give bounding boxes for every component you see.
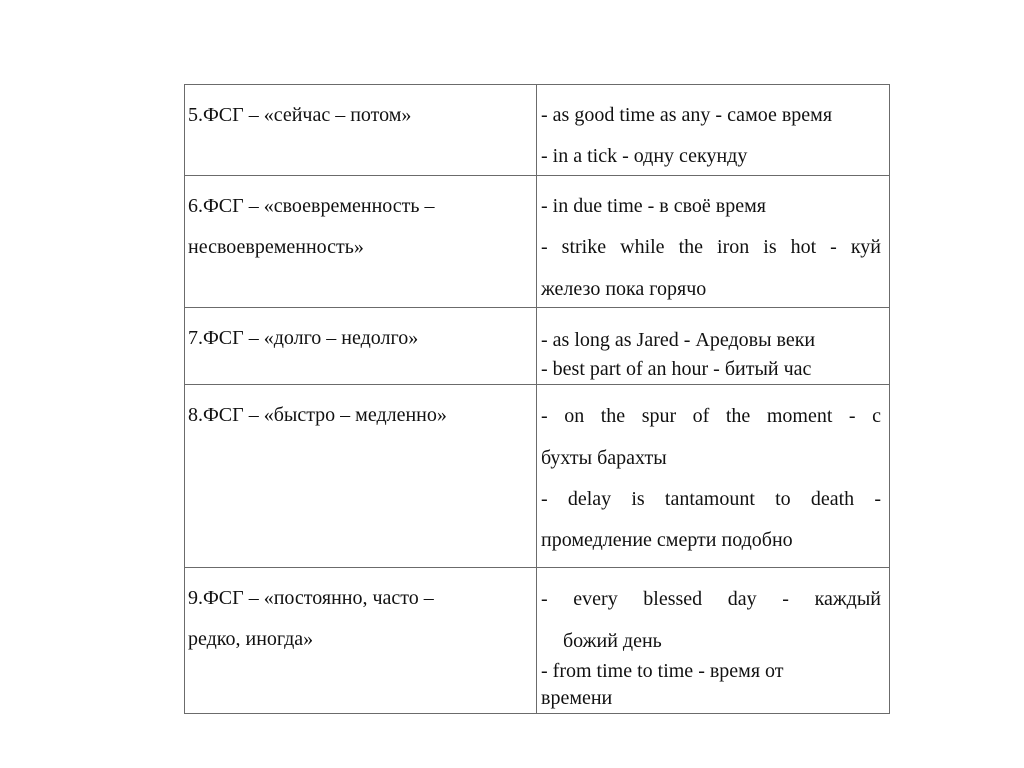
example-line: - in a tick - одну секунду <box>541 145 748 167</box>
table-row <box>185 175 889 308</box>
table-row <box>185 85 889 175</box>
category-cell <box>188 318 528 359</box>
example-line: - on the spur of the moment - с <box>541 405 881 427</box>
table-row <box>185 307 889 385</box>
example-line: - as good time as any - самое время <box>541 104 833 126</box>
example-line: божий день <box>563 630 662 652</box>
category-text: 8.ФСГ – «быстро – медленно» <box>188 404 447 426</box>
category-cell <box>188 578 528 660</box>
example-line: - in due time - в своё время <box>541 195 766 217</box>
category-cell <box>188 186 528 268</box>
example-line: - strike while the iron is hot - куй <box>541 236 881 258</box>
category-text: 9.ФСГ – «постоянно, часто – <box>188 587 434 609</box>
example-line: - from time to time - время от <box>541 660 784 682</box>
example-line: - as long as Jared - Аредовы веки <box>541 329 816 351</box>
category-cell <box>188 95 528 136</box>
phraseology-table <box>184 84 890 714</box>
example-line: - every blessed day - каждый <box>541 588 881 610</box>
example-line: промедление смерти подобно <box>541 529 793 551</box>
category-text: несвоевременность» <box>188 236 364 258</box>
category-text: редко, иногда» <box>188 628 314 650</box>
example-line: - best part of an hour - битый час <box>541 358 812 380</box>
example-line: - delay is tantamount to death - <box>541 488 881 510</box>
example-line: железо пока горячо <box>541 278 707 300</box>
table-row <box>185 384 889 568</box>
example-line: бухты барахты <box>541 447 667 469</box>
table-row <box>185 567 889 716</box>
category-text: 7.ФСГ – «долго – недолго» <box>188 327 419 349</box>
category-text: 6.ФСГ – «своевременность – <box>188 195 435 217</box>
example-line: времени <box>541 687 613 709</box>
category-text: 5.ФСГ – «сейчас – потом» <box>188 104 412 126</box>
category-cell <box>188 395 528 436</box>
